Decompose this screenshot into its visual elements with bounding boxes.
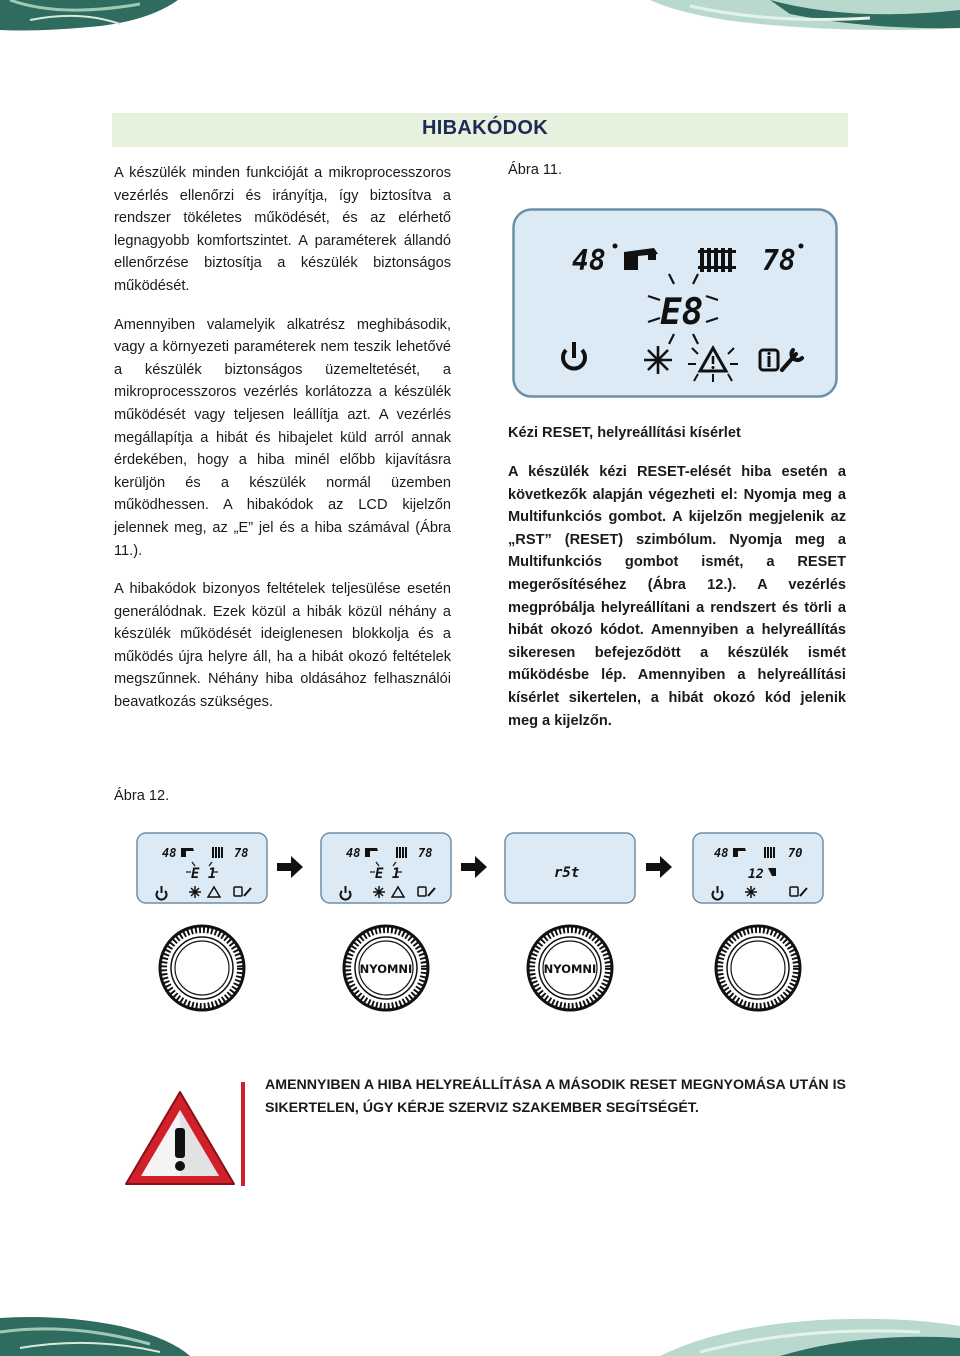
lcd-step-2 <box>320 832 452 904</box>
lcd-dhw-temp: 48 <box>572 244 606 277</box>
left-column <box>114 162 451 730</box>
corner-decoration-bottom-left <box>0 1314 190 1356</box>
knob-step-4 <box>714 924 802 1012</box>
paragraph-conditions: A hibakódok bizonyos feltételek teljesülése esetén generálódnak. Ezek közül a hibák közül néhány a készülék működését ideiglenesen blokkolja és a működés újra helyre áll, ha a hibát okozó feltételek megszűnnek. Néhány hiba oldásához felhasználói beavatkozás szükséges. <box>114 581 451 711</box>
svg-text:78: 78 <box>418 846 433 860</box>
knob-step-1 <box>158 924 246 1012</box>
knob-label-push: NYOMNI <box>359 962 413 976</box>
svg-text:48: 48 <box>162 846 177 860</box>
lcd-step-4 <box>692 832 824 904</box>
arrow-right-icon <box>461 856 487 878</box>
svg-text:E 1: E 1 <box>375 866 401 882</box>
page-title: HIBAKÓDOK <box>422 117 549 139</box>
warning-text: AMENNYIBEN A HIBA HELYREÁLLÍTÁSA A MÁSODIK RESET MEGNYOMÁSA UTÁN IS SIKERTELEN, ÚGY KÉRJE SZERVIZ SZAKEMBER SEGÍTSÉGÉT. <box>265 1077 846 1116</box>
radiator-icon <box>698 248 736 272</box>
svg-text:48: 48 <box>346 846 361 860</box>
reset-instructions: A készülék kézi RESET-elését hiba esetén a következők alapján végezheti el: Nyomja meg a Multifunkciós gombot. A kijelzőn megjelenik az „RST” (RESET) szimbólum. Nyomja meg a Multifunkciós gombot ismét, a RESET megerősítéséhez (Ábra 12.). A vezérlés megpróbálja helyreállítani a rendszert és törli a hibát okozó kódot. Amennyiben a helyreállítás sikeresen befejeződött a készülék ismét működésbe lép. Amennyiben a helyreállítási kísérlet sikertelen, a hibát okozó kód jelenik meg a kijelzőn. <box>508 464 846 729</box>
lcd-step-3 <box>504 832 636 904</box>
lcd-step-1 <box>136 832 268 904</box>
arrow-right-icon <box>646 856 672 878</box>
corner-decoration-top-left <box>0 0 180 32</box>
lcd-error-code: E8 <box>660 292 704 333</box>
svg-text:E 1: E 1 <box>191 866 217 882</box>
knob-step-2 <box>342 924 430 1012</box>
warning-sign-icon <box>122 1088 238 1188</box>
corner-decoration-top-right <box>650 0 960 32</box>
figure-12-caption: Ábra 12. <box>114 788 170 804</box>
reset-heading: Kézi RESET, helyreállítási kísérlet <box>508 425 741 441</box>
lcd-display-error <box>512 208 838 398</box>
warning-divider <box>241 1082 245 1186</box>
svg-text:r5t: r5t <box>554 865 580 881</box>
flame-spark-icon <box>644 346 672 374</box>
title-bar <box>112 113 848 147</box>
paragraph-failure: Amennyiben valamelyik alkatrész meghibásodik, vagy a környezeti paraméterek nem teszik lehetővé a készülék biztonságos üzemeltetését, a mikroprocesszoros vezérlés korlátozza a készülék működését vagy teljesen leállítja azt. A vezérlés megállapítja a hibát és hibajelet küld arról annak érdekében, hogy a hiba minél előbb kijavításra kerüljön és a készülék normál üzemben működhessen. A hibakódok az LCD kijelzőn jelennek meg, az „E” jel és a hiba számával (Ábra 11.). <box>114 316 451 559</box>
lcd-heating-temp: 78 <box>762 244 796 277</box>
svg-text:78: 78 <box>234 846 249 860</box>
figure-11-caption: Ábra 11. <box>508 162 563 178</box>
svg-text:12: 12 <box>748 867 764 882</box>
svg-text:48: 48 <box>714 846 729 860</box>
knob-step-3 <box>526 924 614 1012</box>
svg-text:70: 70 <box>788 846 803 860</box>
knob-label-push: NYOMNI <box>543 962 597 976</box>
arrow-right-icon <box>277 856 303 878</box>
corner-decoration-bottom-right <box>660 1312 960 1356</box>
degree-mark <box>613 244 618 249</box>
paragraph-intro: A készülék minden funkcióját a mikroprocesszoros vezérlés ellenőrzi és irányítja, így biztosítva a rendszer tökéletes működését, és az elérhető legnagyobb komfortszintet. A paraméterek állandó ellenőrzése biztosítja a készülék biztonságos működését. <box>114 165 451 294</box>
